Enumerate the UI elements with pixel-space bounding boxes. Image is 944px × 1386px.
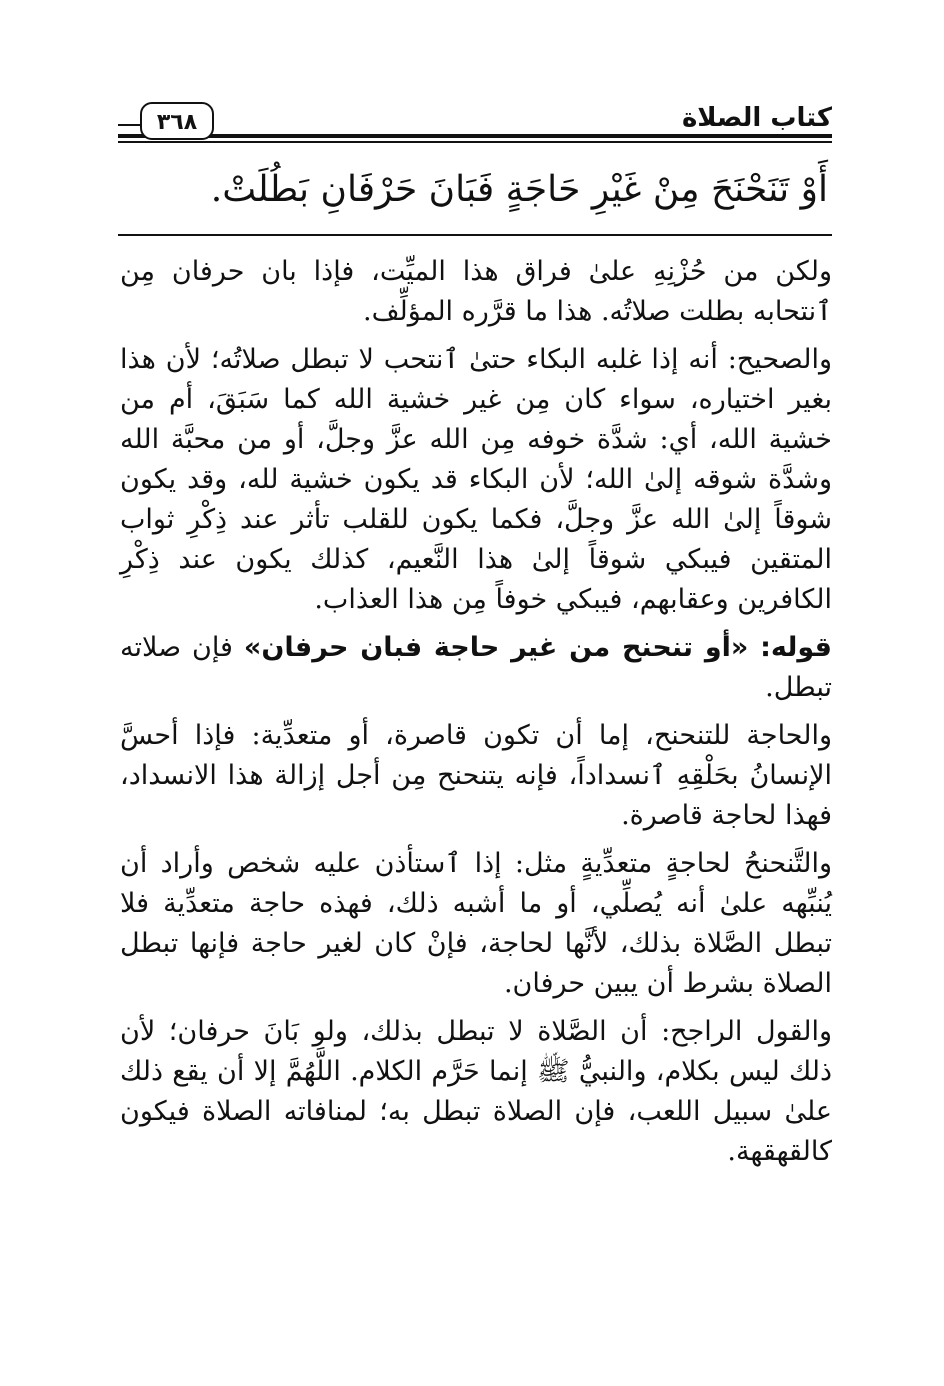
paragraph-5 — [120, 844, 832, 1004]
paragraph-2-text: والصحيح: أنه إذا غلبه البكاء حتىٰ ٱنتحب لا تبطل صلاتُه؛ لأن هذا بغير اختياره، سواء كان مِن غير خشية الله كما سَبَقَ، أم من خشية الله، أي: شدَّة خوفه مِن الله عزَّ وجلَّ، أو من محبَّة الله وشدَّة شوقه إلىٰ الله؛ لأن البكاء قد يكون خشية لله، وقد يكون شوقاً إلىٰ الله عزَّ وجلَّ، فكما يكون للقلب تأثر عند ذِكْرِ ثواب المتقين فيبكي شوقاً إلىٰ هذا النَّعيم، كذلك يكون عند ذِكْرِ الكافرين وعقابهم، فيبكي خوفاً مِن هذا العذاب. — [120, 344, 832, 615]
page-number: ٣٦٨ — [140, 102, 214, 140]
commentary — [120, 252, 832, 1180]
paragraph-1-text: ولكن من حُزْنِهِ علىٰ فراق هذا الميِّت، فإذا بان حرفان مِن ٱنتحابه بطلت صلاتُه. هذا ما قرَّره المؤلِّف. — [120, 256, 832, 327]
paragraph-3-lead: قوله: «أو تنحنح من غير حاجة فبان حرفان» — [243, 632, 832, 663]
page-number-tail — [118, 124, 140, 126]
paragraph-6-text: والقول الراجح: أن الصَّلاة لا تبطل بذلك، ولو بَانَ حرفان؛ لأن ذلك ليس بكلام، والنبيُّ ﷺ إنما حَرَّم الكلام. اللَّهُمَّ إلا أن يقع ذلك علىٰ سبيل اللعب، فإن الصلاة تبطل به؛ لمنافاته الصلاة فيكون كالقهقهة. — [120, 1016, 832, 1167]
matn-divider — [118, 234, 832, 236]
paragraph-3 — [120, 628, 832, 708]
matn-text: أَوْ تَنَحْنَحَ مِنْ غَيْرِ حَاجَةٍ فَبَانَ حَرْفَانِ بَطُلَتْ. — [210, 169, 828, 210]
paragraph-3-text: فإن صلاته تبطل. — [120, 632, 832, 703]
paragraph-6 — [120, 1012, 832, 1172]
book-title: كتاب الصلاة — [681, 103, 832, 133]
paragraph-1 — [120, 252, 832, 332]
header-thin-rule — [118, 141, 832, 143]
paragraph-4-text: والحاجة للتنحنح، إما أن تكون قاصرة، أو متعدِّية: فإذا أحسَّ الإنسانُ بحَلْقِهِ ٱنسداداً، فإنه يتنحنح مِن أجل إزالة هذا الانسداد، فهذا لحاجة قاصرة. — [120, 720, 832, 831]
page-header — [118, 96, 832, 152]
paragraph-4 — [120, 716, 832, 836]
paragraph-5-text: والتَّنحنحُ لحاجةٍ متعدِّيةٍ مثل: إذا ٱستأذن عليه شخص وأراد أن يُنبِّهه علىٰ أنه يُصلِّي، أو ما أشبه ذلك، فهذه حاجة متعدِّية فلا تبطل الصَّلاة بذلك، لأنَّها لحاجة، فإنْ كان لغير حاجة فإنها تبطل الصلاة بشرط أن يبين حرفان. — [120, 848, 832, 999]
header-thick-rule — [118, 134, 832, 138]
paragraph-2 — [120, 340, 832, 620]
